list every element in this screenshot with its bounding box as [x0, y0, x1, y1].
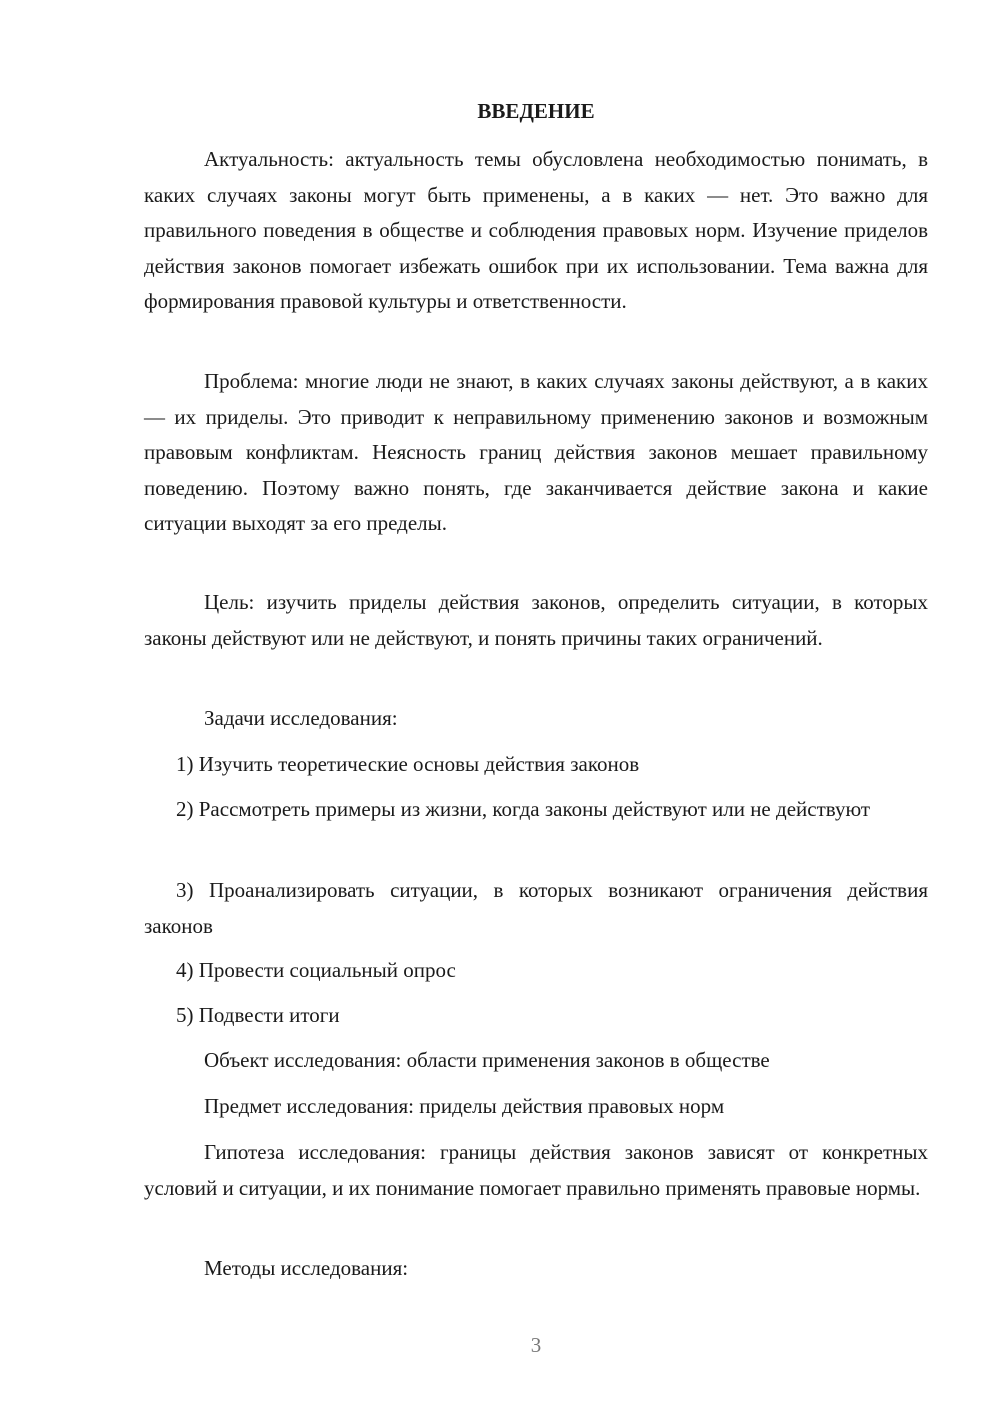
task-item-5: 5) Подвести итоги [176, 1003, 340, 1027]
paragraph-hypothesis: Гипотеза исследования: границы действия законов зависят от конкретных условий и ситуации, и их понимание помогает правильно применять правовые нормы. [144, 1140, 928, 1200]
page-number: 3 [530, 1333, 542, 1357]
document-page [144, 0, 928, 1414]
task-item-4: 4) Провести социальный опрос [176, 958, 456, 982]
task-item-1: 1) Изучить теоретические основы действия законов [176, 752, 640, 776]
paragraph-subject: Предмет исследования: приделы действия правовых норм [204, 1094, 725, 1118]
paragraph-object: Объект исследования: области применения законов в обществе [204, 1048, 770, 1072]
paragraph-tasks-heading: Задачи исследования: [204, 706, 398, 730]
paragraph-relevance: Актуальность: актуальность темы обусловлена необходимостью понимать, в каких случаях законы могут быть применены, а в каких — нет. Это важно для правильного поведения в обществе и соблюдения правовых норм. Изучение приделов действия законов помогает избежать ошибок при их использовании. Тема важна для формирования правовой культуры и ответственности. [144, 147, 928, 313]
paragraph-problem: Проблема: многие люди не знают, в каких случаях законы действуют, а в каких — их приделы. Это приводит к неправильному применению законов и возможным правовым конфликтам. Неясность границ действия законов мешает правильному поведению. Поэтому важно понять, где заканчивается действие закона и какие ситуации выходят за его пределы. [144, 369, 928, 535]
document-title: ВВЕДЕНИЕ [477, 99, 595, 123]
paragraph-goal: Цель: изучить приделы действия законов, определить ситуации, в которых законы действуют или не действуют, и понять причины таких ограничений. [144, 590, 928, 650]
task-item-3: 3) Проанализировать ситуации, в которых возникают ограничения действия законов [144, 878, 928, 938]
paragraph-methods: Методы исследования: [204, 1256, 409, 1280]
task-item-2: 2) Рассмотреть примеры из жизни, когда законы действуют или не действуют [176, 797, 871, 821]
